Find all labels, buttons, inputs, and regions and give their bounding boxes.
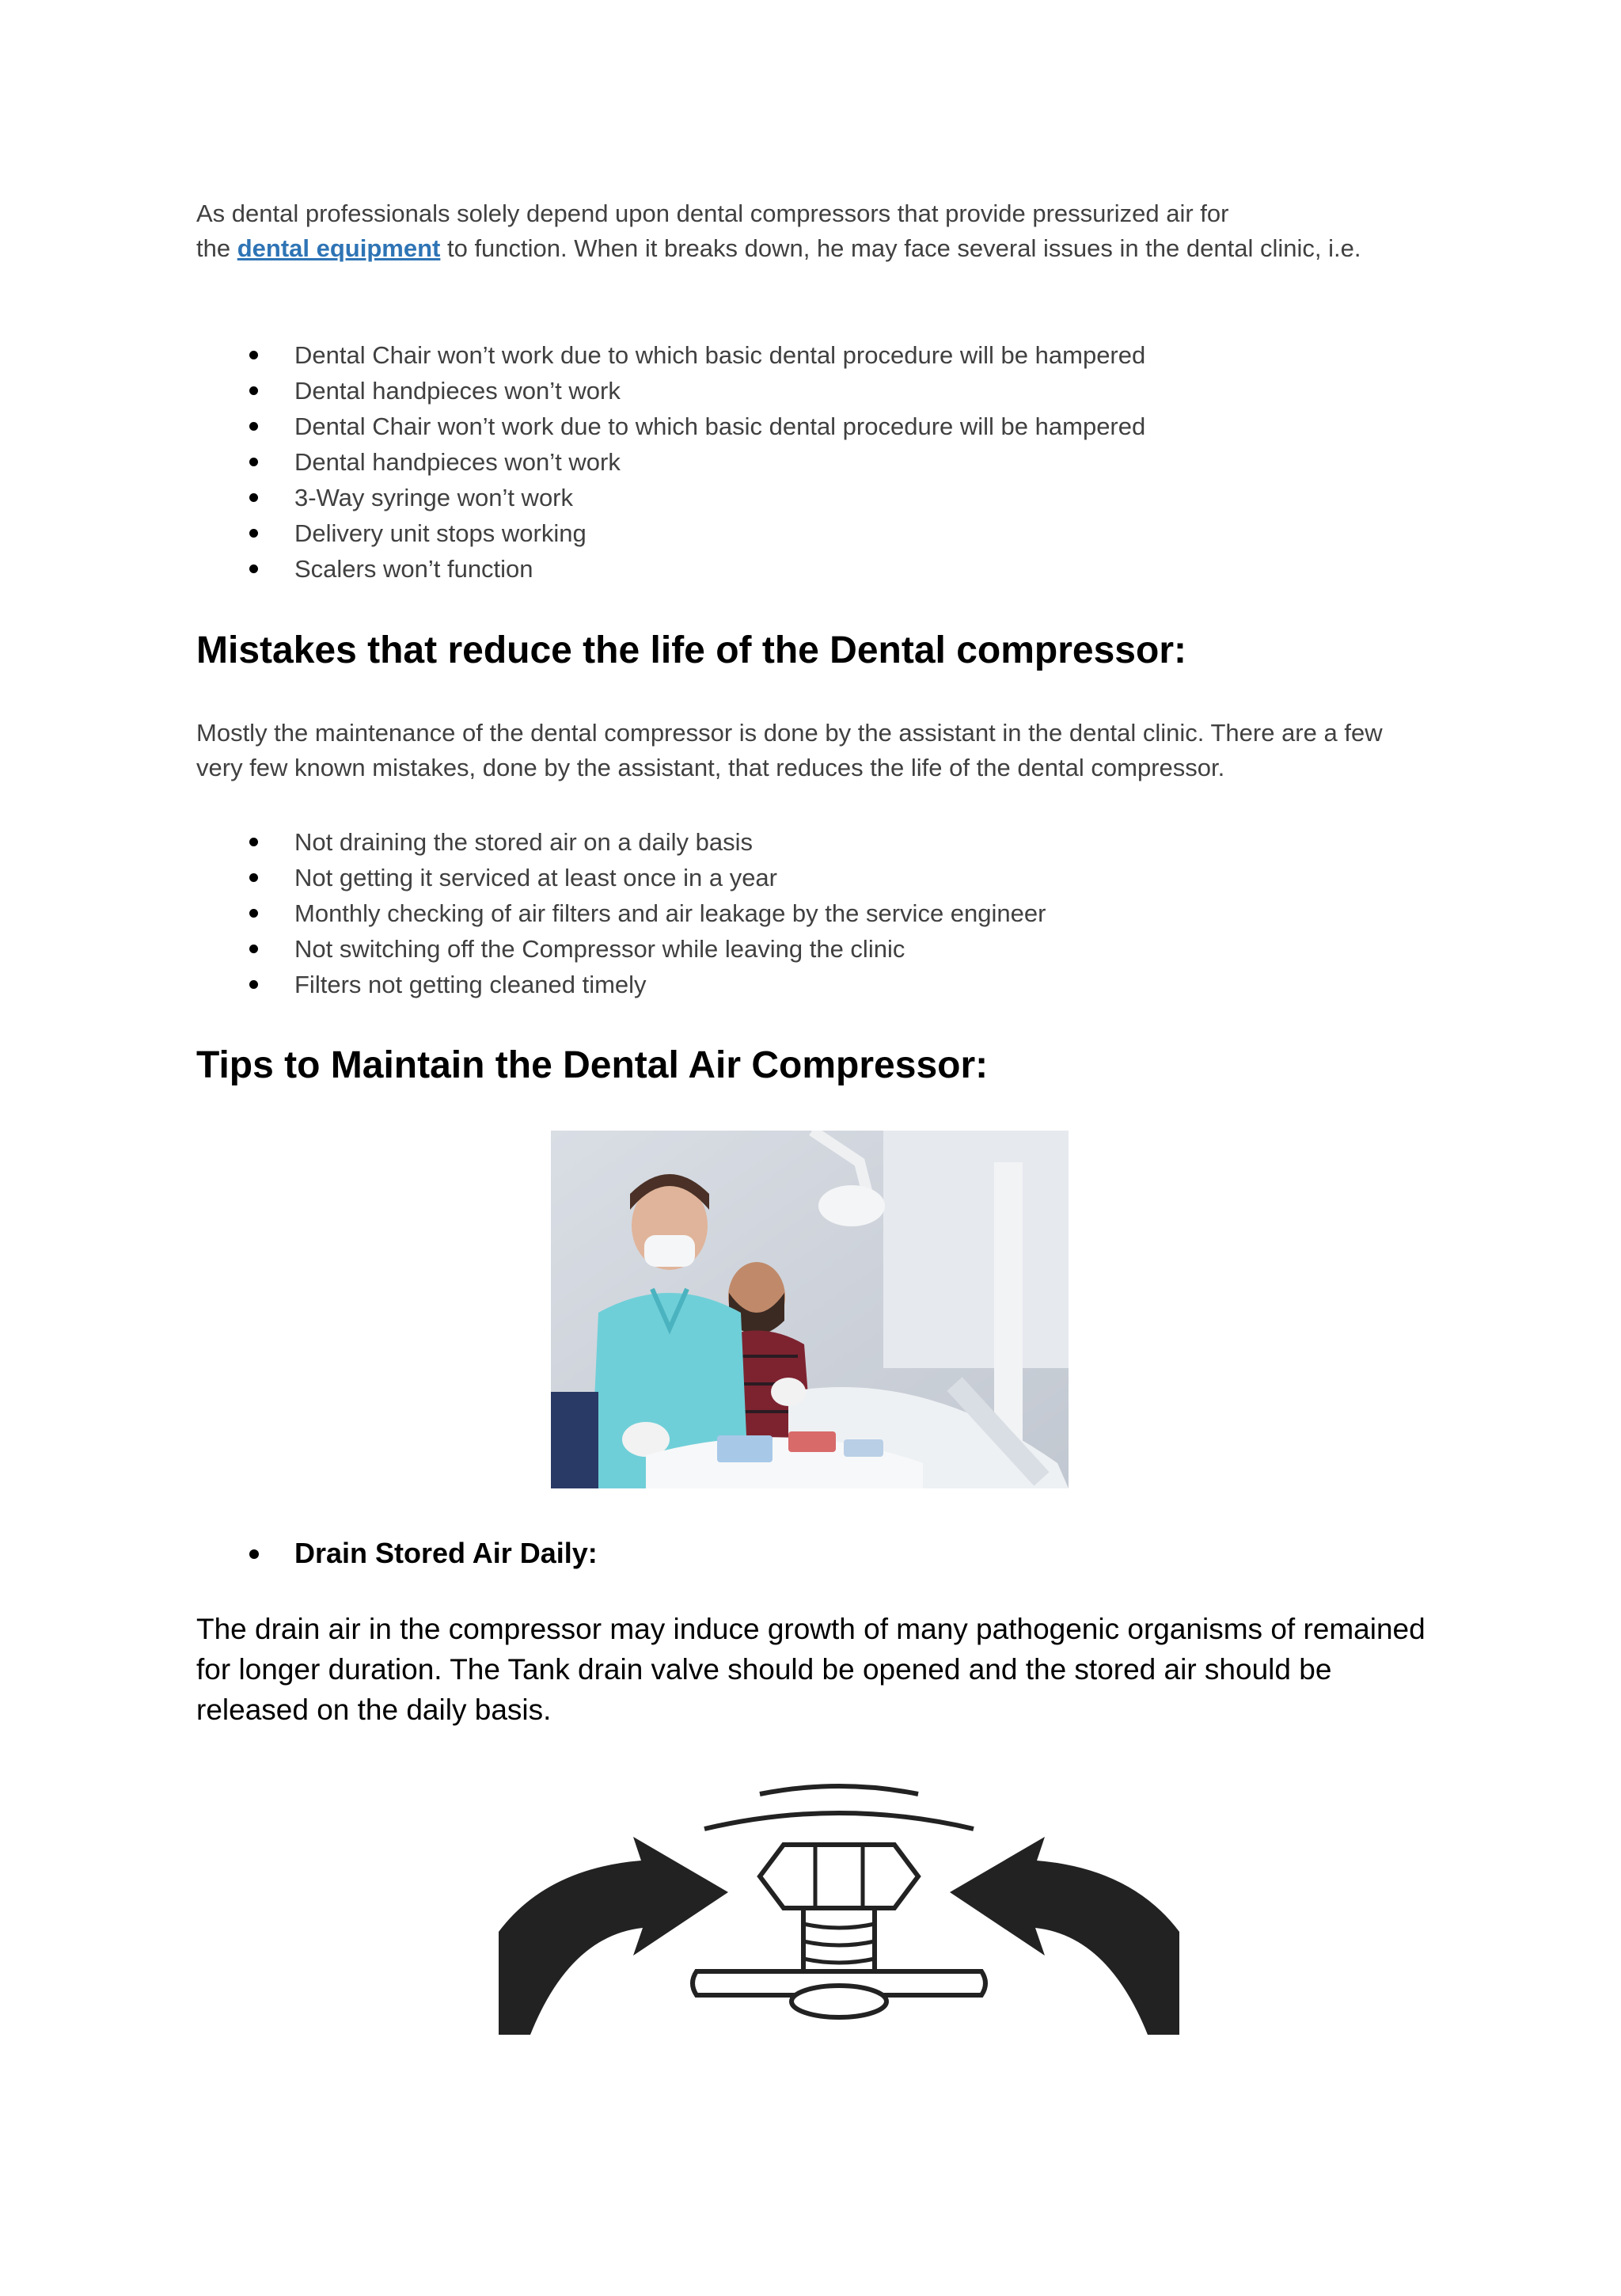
intro-line-2-pre: the [196,234,237,262]
bullet-icon [249,386,258,395]
list-item: Dental handpieces won’t work [196,373,1431,409]
list-item: Not draining the stored air on a daily basis [196,824,1431,860]
drain-paragraph: The drain air in the compressor may induce growth of many pathogenic organisms of remained for longer duration. The Tank drain valve should be opened and the stored air should be released on the daily basis. [196,1613,1425,1726]
bullet-icon [249,529,258,538]
mistakes-heading: Mistakes that reduce the life of the Dental compressor: [196,629,1186,671]
tips-heading: Tips to Maintain the Dental Air Compressor: [196,1044,989,1086]
list-item: Dental Chair won’t work due to which basic dental procedure will be hampered [196,409,1431,444]
list-item: Filters not getting cleaned timely [196,967,1431,1002]
list-item: Dental handpieces won’t work [196,444,1431,480]
drain-title: Drain Stored Air Daily: [294,1537,598,1569]
bullet-icon [249,909,258,918]
bullet-icon [249,873,258,882]
drain-valve-illustration [499,1773,1179,2043]
dental-clinic-photo [551,1131,1069,1488]
bullet-icon [249,493,258,502]
drain-stored-air-bullet [196,1534,598,1572]
mistakes-paragraph: Mostly the maintenance of the dental compressor is done by the assistant in the dental clinic. There are a few very few known mistakes, done by the assistant, that reduces the life of the dental compressor. [196,719,1383,781]
bullet-icon [249,945,258,953]
issues-list [196,337,1431,587]
bullet-icon [249,838,258,846]
dental-equipment-link[interactable]: dental equipment [237,234,441,262]
intro-paragraph [196,196,1431,266]
list-item: Delivery unit stops working [196,515,1431,551]
bullet-icon [249,1549,259,1559]
list-item: Dental Chair won’t work due to which basic dental procedure will be hampered [196,337,1431,373]
list-item: Scalers won’t function [196,551,1431,587]
bullet-icon [249,458,258,466]
list-item: Monthly checking of air filters and air leakage by the service engineer [196,895,1431,931]
bullet-icon [249,564,258,573]
intro-line-2-post: to function. When it breaks down, he may face several issues in the dental clinic, i.e. [440,234,1361,262]
bullet-icon [249,422,258,431]
bullet-icon [249,351,258,359]
list-item: 3-Way syringe won’t work [196,480,1431,515]
mistakes-list [196,824,1431,1002]
intro-line-1: As dental professionals solely depend upon dental compressors that provide pressurized air for [196,200,1229,227]
list-item: Not switching off the Compressor while leaving the clinic [196,931,1431,967]
bullet-icon [249,980,258,989]
list-item: Not getting it serviced at least once in a year [196,860,1431,895]
